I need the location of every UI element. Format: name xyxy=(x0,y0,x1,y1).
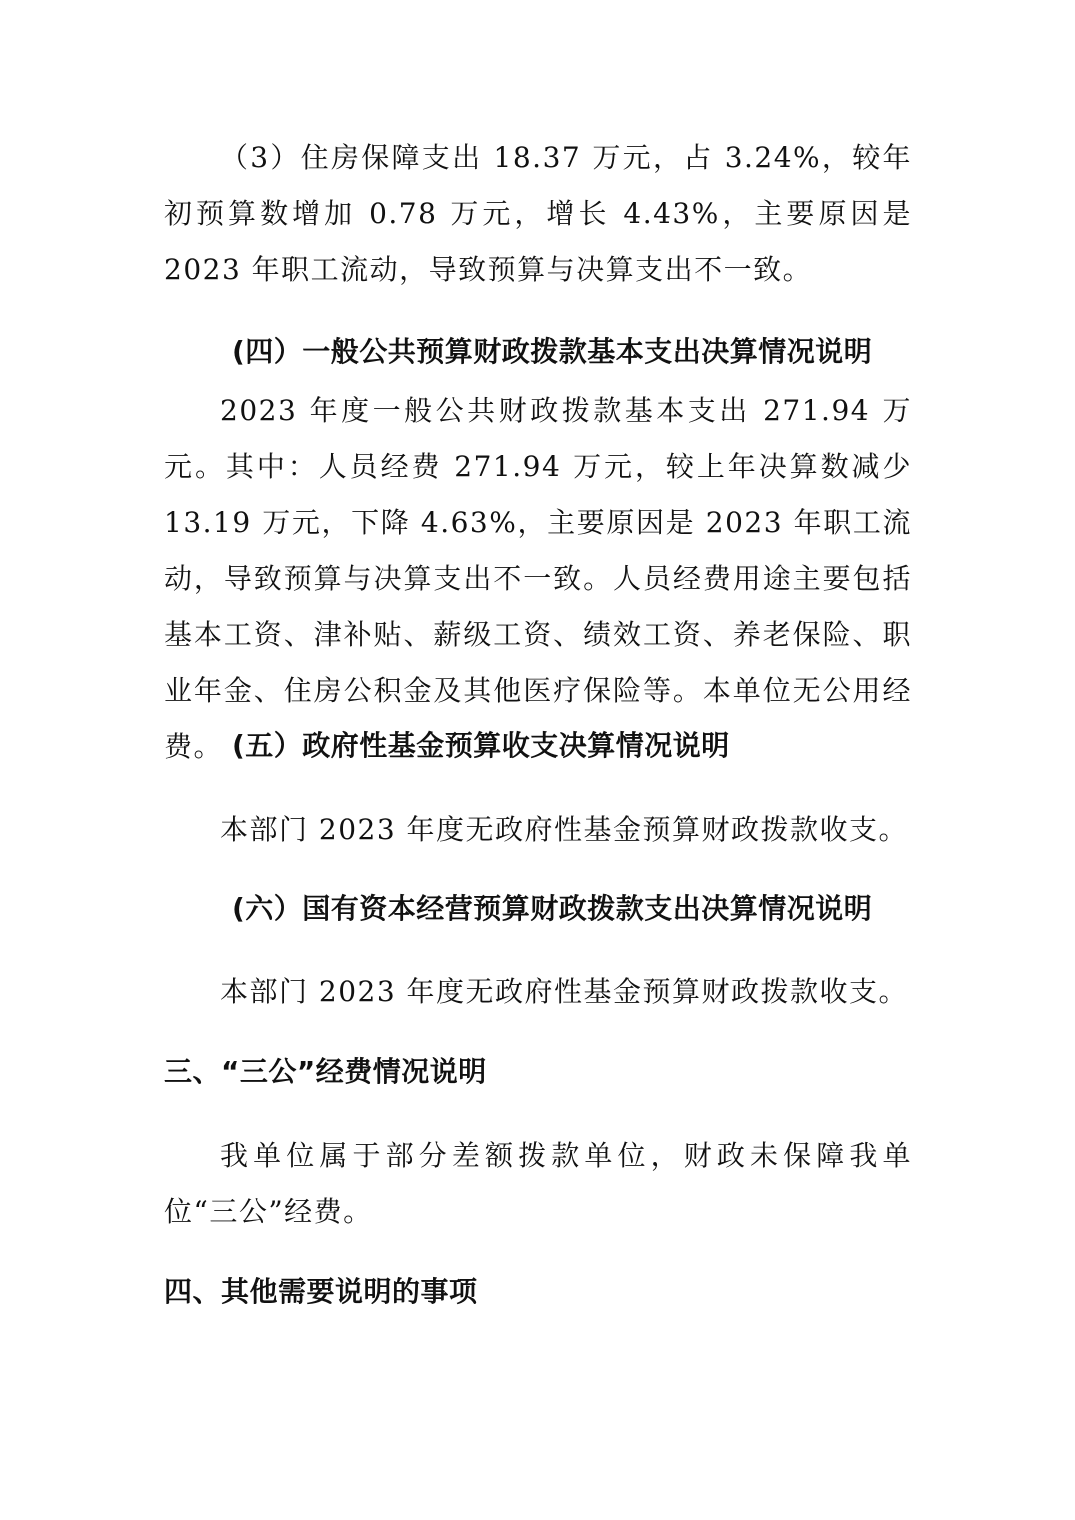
section-heading-gov-fund: (五）政府性基金预算收支决算情况说明 xyxy=(232,729,730,762)
paragraph-basic-expense: 2023 年度一般公共财政拨款基本支出 271.94 万元。其中：人员经费 271.94 万元，较上年决算数减少 13.19 万元，下降 4.63%，主要原因是 2023 年职工流动，导致预算与决算支出不一致。人员经费用途主要包括基本工资、津补贴、薪级工资、绩效工资、养老保险、职业年金、住房公积金及其他医疗保险等。本单位无公用经费。 xyxy=(164,394,912,763)
section-heading-basic-expense: (四）一般公共预算财政拨款基本支出决算情况说明 xyxy=(232,335,873,368)
section-heading-three-public: 三、“三公”经费情况说明 xyxy=(164,1055,487,1088)
paragraph-state-capital: 本部门 2023 年度无政府性基金预算财政拨款收支。 xyxy=(220,975,909,1008)
paragraph-gov-fund: 本部门 2023 年度无政府性基金预算财政拨款收支。 xyxy=(220,813,909,846)
paragraph-three-public: 我单位属于部分差额拨款单位，财政未保障我单位“三公”经费。 xyxy=(164,1139,912,1228)
section-heading-other-matters: 四、其他需要说明的事项 xyxy=(164,1275,478,1308)
section-heading-state-capital: (六）国有资本经营预算财政拨款支出决算情况说明 xyxy=(232,892,873,925)
paragraph-housing-expense: （3）住房保障支出 18.37 万元，占 3.24%，较年初预算数增加 0.78 万元，增长 4.43%，主要原因是 2023 年职工流动，导致预算与决算支出不一致。 xyxy=(164,141,912,286)
